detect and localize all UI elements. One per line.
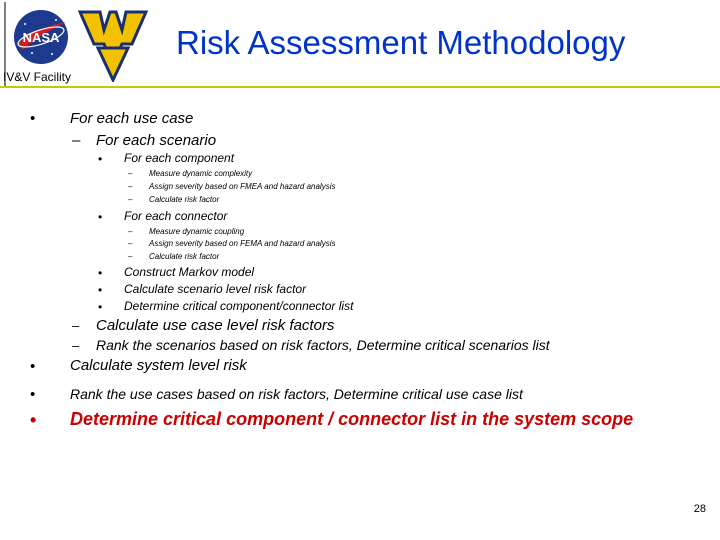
- header-rule: [0, 86, 720, 88]
- system-step: Calculate system level risk: [70, 357, 247, 374]
- page-number: 28: [693, 503, 706, 515]
- connector-step: Measure dynamic coupling: [149, 227, 245, 236]
- nasa-logo-text: NASA: [22, 30, 60, 45]
- connector-heading: For each connector: [124, 209, 228, 223]
- facility-label: IV&V Facility: [3, 70, 72, 84]
- wvu-logo-icon: [78, 8, 148, 82]
- component-step: Measure dynamic complexity: [149, 169, 253, 178]
- component-step: Assign severity based on FMEA and hazard analysis: [149, 182, 336, 191]
- component-step: Calculate risk factor: [149, 195, 220, 204]
- use-case-step: Calculate use case level risk factors: [96, 317, 335, 334]
- scenario-step: Calculate scenario level risk factor: [124, 282, 307, 296]
- scenario-step: Determine critical component/connector list: [124, 299, 354, 313]
- nasa-logo-icon: [12, 8, 70, 66]
- scenario-step: Construct Markov model: [124, 265, 255, 279]
- component-heading: For each component: [124, 151, 235, 165]
- system-step: Rank the use cases based on risk factors, Determine critical use case list: [70, 386, 523, 402]
- final-step: Determine critical component / connector list in the system scope: [70, 409, 634, 429]
- connector-step: Assign severity based on FEMA and hazard analysis: [149, 239, 336, 248]
- connector-step: Calculate risk factor: [149, 252, 220, 261]
- use-case-step: Rank the scenarios based on risk factors, Determine critical scenarios list: [96, 337, 550, 353]
- slide-title: Risk Assessment Methodology: [176, 24, 626, 61]
- scenario-heading: For each scenario: [96, 132, 217, 149]
- use-case-heading: For each use case: [70, 110, 194, 127]
